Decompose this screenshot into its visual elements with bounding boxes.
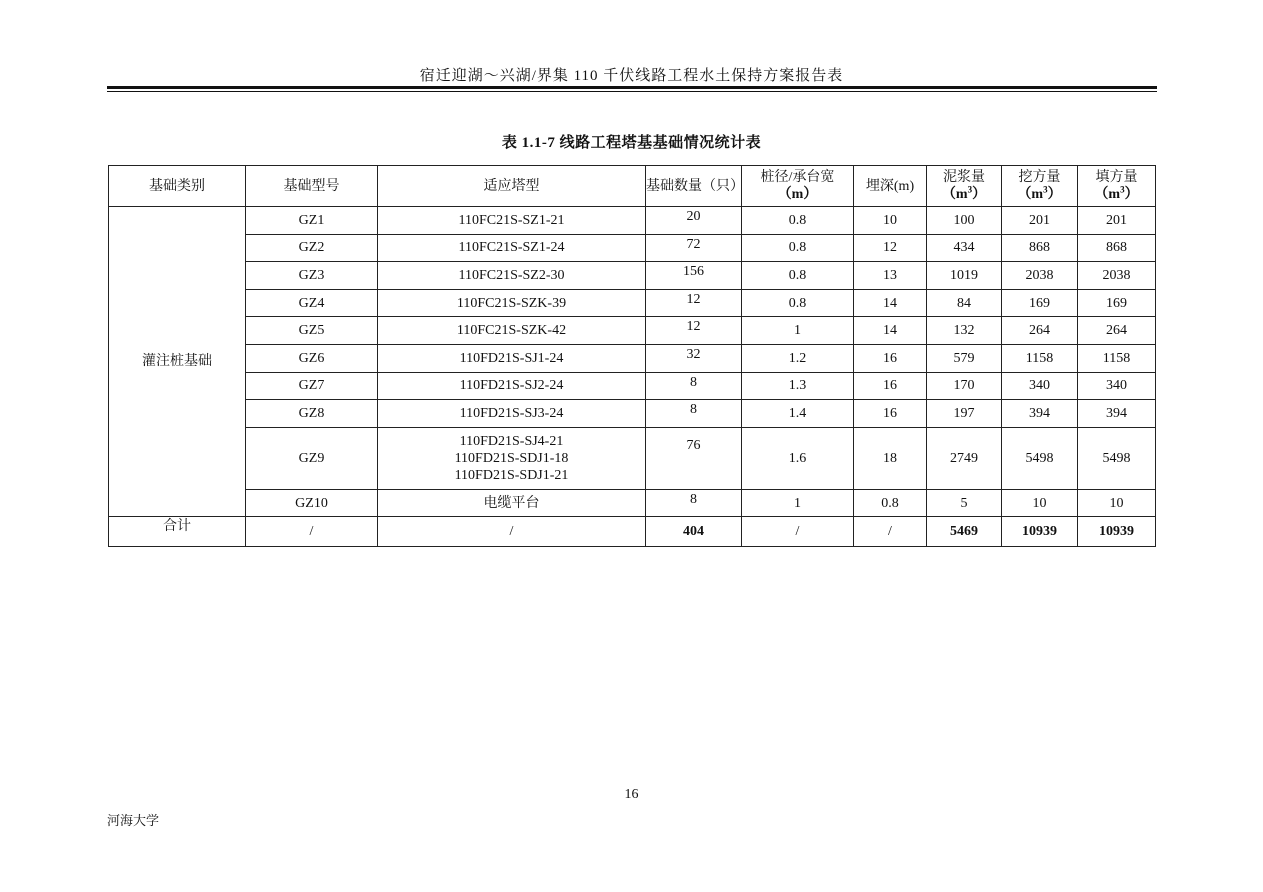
- mud-cell: 197: [927, 400, 1002, 428]
- fill-cell: 201: [1078, 207, 1156, 235]
- total-fill-cell: 10939: [1078, 517, 1156, 547]
- count-cell: 32: [646, 344, 742, 372]
- depth-cell: 0.8: [854, 489, 927, 517]
- col-header-dig-line1: 挖方量: [1018, 170, 1061, 185]
- total-dig-cell: 10939: [1002, 517, 1078, 547]
- dig-cell: 169: [1002, 289, 1078, 317]
- page-number: 16: [624, 787, 639, 802]
- fill-cell: 868: [1078, 234, 1156, 262]
- header-rule-thin: [107, 91, 1157, 92]
- table-row: [109, 344, 1156, 372]
- model-cell: GZ8: [246, 400, 378, 428]
- pile-cell: 0.8: [742, 207, 854, 235]
- mud-cell: 84: [927, 289, 1002, 317]
- mud-cell: 5: [927, 489, 1002, 517]
- tower-cell: 电缆平台: [378, 489, 646, 517]
- model-cell: GZ9: [246, 427, 378, 489]
- total-depth-cell: /: [854, 517, 927, 547]
- mud-cell: 2749: [927, 427, 1002, 489]
- model-cell: GZ5: [246, 317, 378, 345]
- tower-cell: 110FC21S-SZ2-30: [378, 262, 646, 290]
- mud-cell: 579: [927, 344, 1002, 372]
- header-rule-thick: [107, 86, 1157, 89]
- table-row: [109, 289, 1156, 317]
- pile-cell: 1.6: [742, 427, 854, 489]
- col-header-dig: [1002, 166, 1078, 207]
- col-header-category: 基础类别: [109, 166, 246, 207]
- report-header-title: 宿迁迎湖～兴湖/界集 110 千伏线路工程水土保持方案报告表: [419, 68, 844, 84]
- pile-cell: 0.8: [742, 289, 854, 317]
- count-cell: 8: [646, 400, 742, 428]
- depth-cell: 18: [854, 427, 927, 489]
- mud-cell: 100: [927, 207, 1002, 235]
- col-header-dig-line2: $(m^3)$: [1017, 184, 1062, 202]
- tower-cell: 110FD21S-SJ2-24: [378, 372, 646, 400]
- total-pile-cell: /: [742, 517, 854, 547]
- pile-cell: 1.4: [742, 400, 854, 428]
- dig-cell: 340: [1002, 372, 1078, 400]
- count-cell: 156: [646, 262, 742, 290]
- fill-cell: 394: [1078, 400, 1156, 428]
- model-cell: GZ1: [246, 207, 378, 235]
- dig-cell: 1158: [1002, 344, 1078, 372]
- model-cell: GZ2: [246, 234, 378, 262]
- mud-cell: 434: [927, 234, 1002, 262]
- count-cell: 12: [646, 317, 742, 345]
- dig-cell: 10: [1002, 489, 1078, 517]
- table-row: [109, 317, 1156, 345]
- col-header-depth: 埋深(m): [854, 166, 927, 207]
- dig-cell: 394: [1002, 400, 1078, 428]
- total-label-cell: 合计: [109, 517, 246, 547]
- total-tower-cell: /: [378, 517, 646, 547]
- table-row: [109, 234, 1156, 262]
- col-header-mud-line1: 泥浆量: [943, 170, 985, 185]
- total-count-cell: 404: [646, 517, 742, 547]
- count-cell: 72: [646, 234, 742, 262]
- fill-cell: 1158: [1078, 344, 1156, 372]
- total-model-cell: /: [246, 517, 378, 547]
- tower-cell: 110FC21S-SZK-42: [378, 317, 646, 345]
- table-row: [109, 427, 1156, 489]
- pile-cell: 1: [742, 317, 854, 345]
- count-cell: 12: [646, 289, 742, 317]
- table-header-row: [109, 166, 1156, 207]
- total-row: [109, 517, 1156, 547]
- mud-cell: 1019: [927, 262, 1002, 290]
- fill-cell: 10: [1078, 489, 1156, 517]
- depth-cell: 10: [854, 207, 927, 235]
- col-header-fill: [1078, 166, 1156, 207]
- depth-cell: 13: [854, 262, 927, 290]
- tower-cell: [378, 427, 646, 489]
- col-header-pile: [742, 166, 854, 207]
- pile-cell: 1: [742, 489, 854, 517]
- depth-cell: 16: [854, 344, 927, 372]
- tower-line: 110FD21S-SJ4-21: [459, 433, 564, 449]
- fill-cell: 264: [1078, 317, 1156, 345]
- count-cell: 8: [646, 489, 742, 517]
- foundation-statistics-table: [108, 165, 1156, 547]
- depth-cell: 16: [854, 372, 927, 400]
- tower-cell: 110FD21S-SJ3-24: [378, 400, 646, 428]
- depth-cell: 14: [854, 317, 927, 345]
- col-header-mud: [927, 166, 1002, 207]
- pile-cell: 1.3: [742, 372, 854, 400]
- dig-cell: 201: [1002, 207, 1078, 235]
- col-header-pile-line2: （m）: [777, 187, 818, 202]
- tower-cell: 110FC21S-SZ1-24: [378, 234, 646, 262]
- table-row: [109, 400, 1156, 428]
- count-cell: 76: [646, 427, 742, 489]
- fill-cell: 340: [1078, 372, 1156, 400]
- dig-cell: 5498: [1002, 427, 1078, 489]
- dig-cell: 868: [1002, 234, 1078, 262]
- mud-cell: 170: [927, 372, 1002, 400]
- count-cell: 20: [646, 207, 742, 235]
- pile-cell: 1.2: [742, 344, 854, 372]
- category-cell: 灌注桩基础: [109, 207, 246, 517]
- count-cell: 8: [646, 372, 742, 400]
- table-row: [109, 207, 1156, 235]
- model-cell: GZ7: [246, 372, 378, 400]
- col-header-pile-line1: 桩径/承台宽: [760, 170, 835, 185]
- footer-organization: 河海大学: [107, 813, 160, 828]
- table-row: [109, 489, 1156, 517]
- table-title: 表 1.1-7 线路工程塔基基础情况统计表: [501, 135, 762, 151]
- tower-cell: 110FC21S-SZ1-21: [378, 207, 646, 235]
- mud-cell: 132: [927, 317, 1002, 345]
- col-header-fill-line2: $(m^3)$: [1094, 184, 1139, 202]
- pile-cell: 0.8: [742, 234, 854, 262]
- col-header-count: 基础数量（只）: [646, 166, 742, 207]
- model-cell: GZ10: [246, 489, 378, 517]
- dig-cell: 2038: [1002, 262, 1078, 290]
- dig-cell: 264: [1002, 317, 1078, 345]
- total-mud-cell: 5469: [927, 517, 1002, 547]
- table-row: [109, 372, 1156, 400]
- model-cell: GZ4: [246, 289, 378, 317]
- col-header-fill-line1: 填方量: [1095, 170, 1138, 185]
- fill-cell: 5498: [1078, 427, 1156, 489]
- model-cell: GZ3: [246, 262, 378, 290]
- depth-cell: 14: [854, 289, 927, 317]
- col-header-tower: 适应塔型: [378, 166, 646, 207]
- depth-cell: 12: [854, 234, 927, 262]
- tower-line: 110FD21S-SDJ1-21: [454, 467, 569, 483]
- depth-cell: 16: [854, 400, 927, 428]
- col-header-mud-line2: $(m^3)$: [941, 184, 987, 202]
- model-cell: GZ6: [246, 344, 378, 372]
- tower-line: 110FD21S-SDJ1-18: [454, 450, 569, 466]
- fill-cell: 169: [1078, 289, 1156, 317]
- table-row: [109, 262, 1156, 290]
- tower-cell: 110FC21S-SZK-39: [378, 289, 646, 317]
- pile-cell: 0.8: [742, 262, 854, 290]
- tower-cell: 110FD21S-SJ1-24: [378, 344, 646, 372]
- fill-cell: 2038: [1078, 262, 1156, 290]
- col-header-model: 基础型号: [246, 166, 378, 207]
